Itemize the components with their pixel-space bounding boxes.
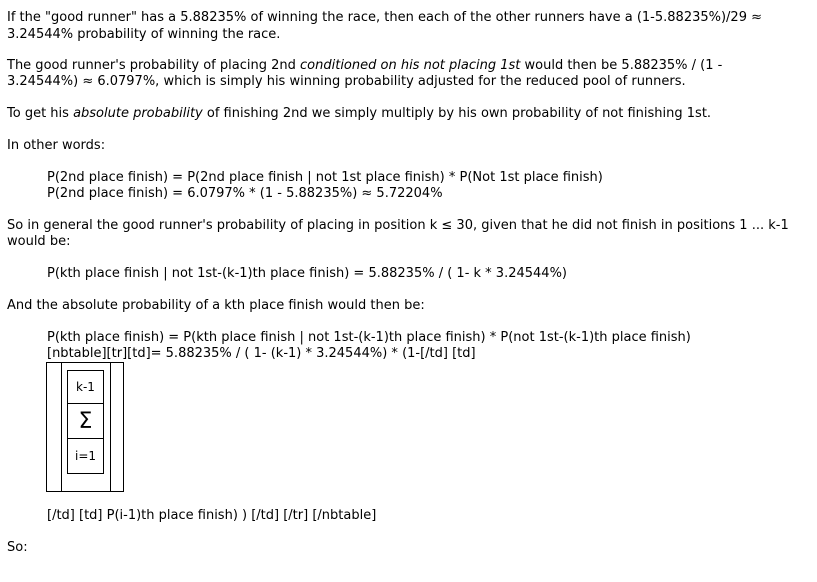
paragraph-7: So: — [7, 540, 28, 555]
equation-2: P(kth place finish | not 1st-(k-1)th place finish) = 5.88235% / ( 1- k * 3.24544%) — [47, 266, 567, 281]
paragraph-4: In other words: — [7, 138, 106, 153]
paragraph-3-text-a: To get his — [7, 106, 74, 121]
summation-box — [67, 370, 104, 474]
paragraph-3-emphasis: absolute probability — [73, 106, 203, 121]
paragraph-1-line-1: If the "good runner" has a 5.88235% of winning the race, then each of the other runners have a (1-5.88235%)/29 ≈ — [7, 10, 762, 25]
paragraph-3 — [7, 106, 711, 122]
equation-1-line-2: P(2nd place finish) = 6.0797% * (1 - 5.88235%) ≈ 5.72204% — [47, 186, 443, 201]
paragraph-2-line-1 — [7, 58, 722, 74]
equation-3-line-3: [/td] [td] P(i-1)th place finish) ) [/td] [/tr] [/nbtable] — [47, 508, 377, 523]
paragraph-2-emphasis: conditioned on his not placing 1st — [300, 58, 521, 73]
paragraph-5-line-2: would be: — [7, 234, 71, 249]
paragraph-3-text-b: of finishing 2nd we simply multiply by his own probability of not finishing 1st. — [202, 106, 712, 121]
summation-table — [46, 362, 124, 492]
paragraph-1-line-2: 3.24544% probability of winning the race. — [7, 27, 281, 42]
table-middle-cell — [62, 363, 111, 491]
paragraph-2-text-a: The good runner's probability of placing 2nd — [7, 58, 301, 73]
paragraph-2-text-b: would then be 5.88235% / (1 - — [520, 58, 723, 73]
equation-3-line-2: [nbtable][tr][td]= 5.88235% / ( 1- (k-1) * 3.24544%) * (1-[/td] [td] — [47, 346, 476, 361]
table-left-cell — [47, 363, 62, 491]
equation-1-line-1: P(2nd place finish) = P(2nd place finish | not 1st place finish) * P(Not 1st place finish) — [47, 170, 603, 185]
sigma-icon: Σ — [68, 405, 103, 439]
paragraph-6: And the absolute probability of a kth place finish would then be: — [7, 298, 425, 313]
summation-upper-limit: k-1 — [68, 371, 103, 404]
table-right-cell — [110, 363, 123, 491]
summation-lower-limit: i=1 — [74, 449, 97, 463]
equation-3-line-1: P(kth place finish) = P(kth place finish | not 1st-(k-1)th place finish) * P(not 1st-(k-1)th place finish) — [47, 330, 691, 345]
paragraph-2-line-2: 3.24544%) ≈ 6.0797%, which is simply his winning probability adjusted for the reduced pool of runners. — [7, 74, 686, 89]
paragraph-5-line-1: So in general the good runner's probability of placing in position k ≤ 30, given that he did not finish in positions 1 ... k-1 — [7, 218, 789, 233]
